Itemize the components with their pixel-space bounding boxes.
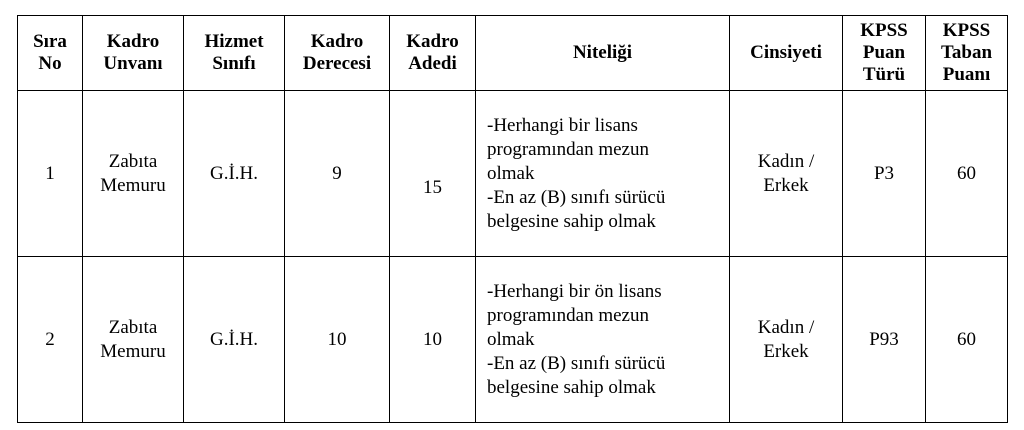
cell-niteligi: -Herhangi bir ön lisans programından mezun olmak -En az (B) sınıfı sürücü belgesine sahip olmak [476,257,730,423]
cell-kpss-taban-puani: 60 [926,257,1008,423]
cell-hizmet-sinifi: G.İ.H. [184,91,285,257]
cell-kadro-adedi: 15 [390,91,476,257]
header-hizmet-sinifi: Hizmet Sınıfı [184,16,285,91]
header-sira-no: Sıra No [18,16,83,91]
kadro-table [17,15,1008,423]
header-kpss-puan-turu: KPSS Puan Türü [843,16,926,91]
cell-sira-no: 2 [18,257,83,423]
cell-kpss-puan-turu: P93 [843,257,926,423]
header-cinsiyeti: Cinsiyeti [730,16,843,91]
header-row [18,16,1008,91]
cell-kadro-derecesi: 10 [285,257,390,423]
cell-niteligi: -Herhangi bir lisans programından mezun olmak -En az (B) sınıfı sürücü belgesine sahip olmak [476,91,730,257]
table-row [18,257,1008,423]
header-kadro-unvani: Kadro Unvanı [83,16,184,91]
cell-kadro-derecesi: 9 [285,91,390,257]
cell-kpss-puan-turu: P3 [843,91,926,257]
cell-kadro-unvani: Zabıta Memuru [83,91,184,257]
cell-cinsiyeti: Kadın / Erkek [730,257,843,423]
header-kadro-adedi: Kadro Adedi [390,16,476,91]
cell-kadro-adedi: 10 [390,257,476,423]
cell-kpss-taban-puani: 60 [926,91,1008,257]
table-row [18,91,1008,257]
cell-cinsiyeti: Kadın / Erkek [730,91,843,257]
cell-kadro-unvani: Zabıta Memuru [83,257,184,423]
header-kadro-derecesi: Kadro Derecesi [285,16,390,91]
header-niteligi: Niteliği [476,16,730,91]
header-kpss-taban-puani: KPSS Taban Puanı [926,16,1008,91]
cell-sira-no: 1 [18,91,83,257]
cell-hizmet-sinifi: G.İ.H. [184,257,285,423]
